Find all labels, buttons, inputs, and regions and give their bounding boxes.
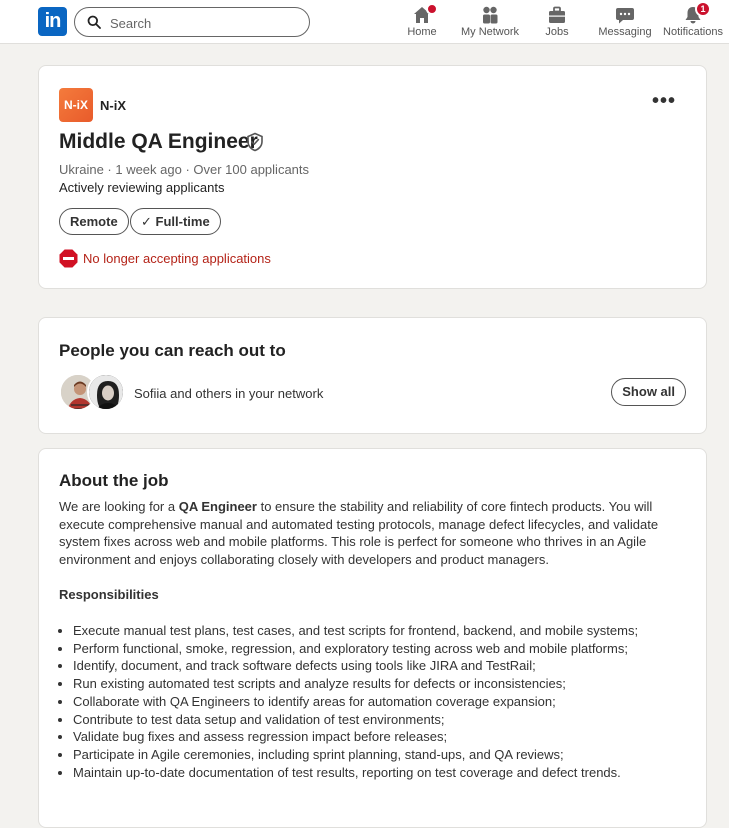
home-badge [426,3,438,15]
nav-jobs-label: Jobs [545,26,569,38]
linkedin-logo-icon[interactable]: in [38,7,67,36]
job-title: Middle QA Engineer [59,130,258,153]
more-options-icon[interactable]: ••• [651,90,676,112]
tag-full-time-label: Full-time [155,214,210,229]
verified-shield-icon [246,132,264,152]
about-heading: About the job [59,471,169,490]
nav-messaging[interactable] [596,0,654,44]
hiring-status: Actively reviewing applicants [59,180,225,195]
list-item: • Maintain up-to-date documentation of test results, reporting on test coverage and defect trends. [73,764,713,782]
tag-full-time[interactable] [130,208,221,235]
intro-text-continued: to ensure the stability and reliability of core fintech products. You will execute comprehensive manual and automated testing protocols, manage defect lifecycles, and validate system fixes across web and mobile platforms. This role is perfect for someone who thrives in an Agile environment and enjoys collaborating closely with developers and product managers. [59,499,659,568]
list-item: • Contribute to test data setup and validation of test environments; [73,711,713,729]
notifications-badge: 1 [695,1,711,17]
about-job-card [38,448,707,828]
responsibilities-heading: Responsibilities [59,587,159,602]
nav-notifications-label: Notifications [663,26,723,38]
company-name-link[interactable]: N-iX [100,98,126,113]
nav-my-network[interactable] [455,0,525,44]
avatar[interactable] [87,373,125,411]
list-item: • Perform functional, smoke, regression, and exploratory testing across web and mobile platforms; [73,640,713,658]
applications-closed-text: No longer accepting applications [83,251,271,266]
nav-my-network-label: My Network [460,26,520,38]
job-header-card [38,65,707,289]
tag-remote[interactable]: Remote [59,208,129,235]
top-navigation [0,0,729,44]
list-item: • Validate bug fixes and assess regression impact before releases; [73,728,713,746]
nav-home-label: Home [407,26,437,38]
job-description [59,498,689,569]
nav-jobs[interactable] [537,0,577,44]
company-logo[interactable]: N-iX [59,88,93,122]
search-icon [87,15,101,29]
show-all-button[interactable]: Show all [611,378,686,406]
person-photo-icon [89,375,125,411]
intro-text: We are looking for a [59,499,179,514]
list-item: • Participate in Agile ceremonies, including sprint planning, stand-ups, and QA reviews; [73,746,713,764]
search-input[interactable] [108,11,302,35]
nav-home[interactable] [402,0,442,44]
list-item: • Execute manual test plans, test cases, and test scripts for frontend, backend, and mobile systems; [73,622,713,640]
people-heading: People you can reach out to [59,341,286,360]
network-connections-text: Sofiia and others in your network [134,386,324,401]
people-icon [480,5,500,25]
people-card [38,317,707,434]
checkmark-icon: ✓ [141,214,152,229]
list-item: • Identify, document, and track software defects using tools like JIRA and TestRail; [73,657,713,675]
nav-messaging-label: Messaging [598,26,652,38]
job-meta: Ukraine · 1 week ago · Over 100 applicants [59,162,310,177]
search-box[interactable] [74,7,310,37]
intro-role: QA Engineer [178,499,257,514]
chat-icon [615,5,635,25]
responsibilities-list [59,622,713,781]
list-item: • Run existing automated test scripts and analyze results for defects or inconsistencies; [73,675,713,693]
list-item: • Collaborate with QA Engineers to identify areas for automation coverage expansion; [73,693,713,711]
briefcase-icon [547,5,567,25]
stop-icon [59,249,78,268]
nav-notifications[interactable] [661,0,725,44]
